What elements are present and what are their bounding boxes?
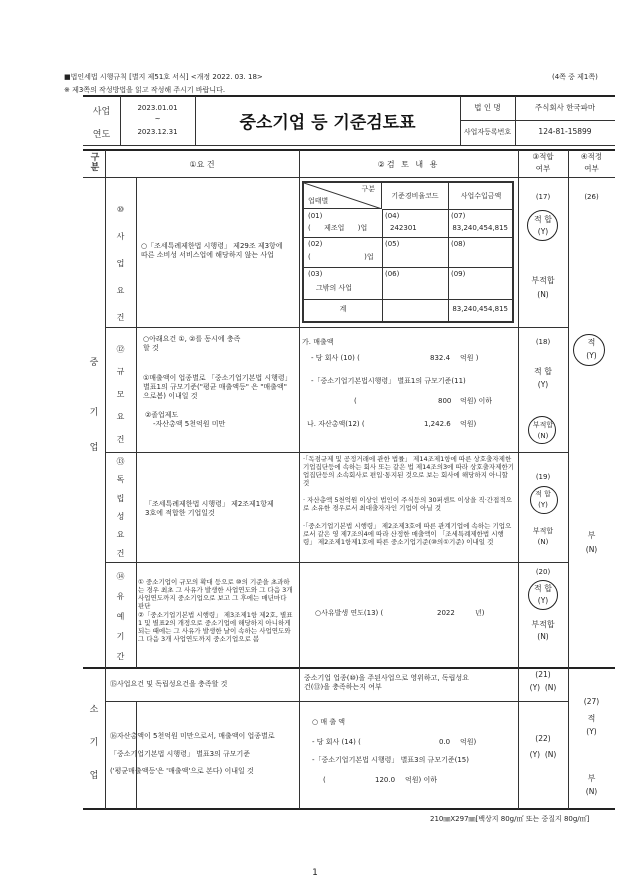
label-char: 건	[116, 548, 125, 558]
fit4-no-code: (N)	[585, 787, 598, 796]
review-a-std-label: -「중소기업기본법시행령」 별표1의 규모기준(11)	[311, 377, 466, 385]
divider	[382, 209, 514, 210]
fit-num: (19)	[535, 473, 551, 481]
business-req-num: ⑩	[116, 205, 125, 214]
divider	[304, 267, 514, 268]
section-label-char: 기	[89, 738, 99, 748]
small-req-2-line2: 「중소기업기본법 시행령」 별표3의 규모기준	[110, 750, 251, 758]
col-code-header: 기준경비율코드	[391, 192, 439, 200]
fit4-yes-code: (Y)	[586, 351, 597, 360]
fit4-no-option[interactable]: 부	[587, 531, 596, 540]
grace-period-label	[105, 572, 136, 662]
label-char: 업	[116, 258, 125, 268]
label-char: 유	[116, 591, 125, 601]
biz-reg-label: 사업자등록번호	[463, 128, 512, 136]
title-bottom-border	[83, 145, 615, 146]
fit-no-code: (N)	[537, 290, 549, 299]
fit4-no-option[interactable]: 부	[587, 774, 596, 783]
paper-spec: 210㎜X297㎜[백상지 80g/㎡ 또는 중질지 80g/㎡]	[430, 815, 590, 823]
industry-table	[302, 181, 514, 323]
section-divider	[83, 667, 615, 669]
corp-name-label: 법 인 명	[474, 103, 501, 112]
page-indicator: (4쪽 중 제1쪽)	[552, 73, 598, 81]
small-review-company-value: 0.0	[439, 738, 451, 746]
grace-period-num: ⑭	[116, 572, 125, 581]
form-title: 중소기업 등 기준검토표	[239, 113, 416, 133]
grace-period-review-label: ○사유발생 연도(13) (	[315, 609, 384, 617]
header-fit4-line2: 여부	[584, 164, 599, 173]
table-bottom-border	[83, 808, 615, 810]
label-char: 요	[116, 285, 125, 295]
section-label-char: 업	[89, 443, 99, 453]
cell-num: (08)	[451, 240, 466, 248]
label-char: 기	[116, 631, 125, 641]
label-char: 건	[116, 312, 125, 322]
fit-yn-options[interactable]: (Y) (N)	[529, 683, 557, 692]
diag-bottom-label: 업태별	[308, 197, 329, 205]
fit4-yes-option[interactable]: 적	[587, 338, 596, 347]
review-a-std-open: (	[354, 397, 357, 405]
fit-no-option[interactable]: 부적합	[531, 620, 555, 629]
industry-label: ( 제조업 )업	[308, 224, 368, 232]
header-requirement: ①요 건	[189, 160, 215, 169]
industry-revenue: 83,240,454,815	[452, 224, 508, 232]
fit-yn-options[interactable]: (Y) (N)	[529, 750, 557, 759]
small-review-company-label: - 당 회사 (14) (	[312, 738, 361, 746]
section-label-char: 소	[89, 705, 99, 715]
fit-num: (20)	[535, 568, 551, 576]
review-a-std-unit: 억원) 이하	[460, 397, 493, 405]
industry-label: ( )업	[308, 253, 374, 261]
scale-req-text-1: ①매출액이 업종별로 「중소기업기본법 시행령」 별표1의 규모기준("평균 매출액등" 은 "매출액" 으로봄) 이내일 것	[143, 374, 292, 400]
scale-req-label	[105, 345, 136, 445]
header-fit3-line1: ③적합	[532, 152, 554, 161]
label-char: 독	[116, 475, 125, 485]
fit-no-code: (N)	[537, 432, 549, 440]
small-review-std-unit: 억원) 이하	[405, 776, 438, 784]
period-end: 2023.12.31	[137, 128, 178, 136]
independence-review-bullet-2: · 자산총액 5천억원 이상인 법인이 주식등의 30퍼센트 이상을 직·간접적으로 소유한 경우로서 최대출자자인 기업이 아닐 것	[303, 496, 512, 513]
col-divider	[136, 178, 137, 668]
fit-num: (21)	[535, 670, 551, 679]
grace-period-text-2: ②「중소기업기본법 시행령」 제3조제1항 제2호, 별표1 및 별표2의 개정으로 중소기업에 해당하지 아니하게 되는 때에는 그 사유가 발생한 날이 속하는 사업연도와 그 다음 3개 사업연도까지 중소기업으로 봄	[138, 611, 293, 644]
fit-yes-option[interactable]: 적 합	[534, 584, 552, 593]
header-category-label: 구분	[88, 152, 99, 172]
review-b-value: 1,242.6	[424, 420, 451, 428]
industry-code: 242301	[390, 224, 417, 232]
fit4-yes-option[interactable]: 적	[587, 714, 596, 723]
independence-review-bullet-3: ·「중소기업기본법 시행령」 제2조제3호에 따른 관계기업에 속하는 기업으로서 같은 영 제7조의4에 따라 산정한 매출액이 「조세특례제한법 시행령」 제2조제1항제1호에 따른 중소기업기준(⑩의①기준) 이내일 것	[303, 522, 512, 547]
small-req-2-line3: ('평균매출액등'은 '매출액'으로 본다) 이내일 것	[110, 767, 254, 775]
scale-req-text-2-title: ②졸업제도	[145, 411, 179, 419]
cell-num: (09)	[451, 270, 466, 278]
independence-req-label	[105, 457, 136, 559]
col-divider	[568, 150, 569, 809]
form-notice: ※ 제3쪽의 작성방법을 읽고 작성해 주시기 바랍니다.	[64, 86, 226, 94]
fit4-yes-code: (Y)	[586, 727, 597, 736]
col-revenue-header: 사업수입금액	[460, 192, 502, 200]
fit-yes-option[interactable]: 적 합	[534, 367, 552, 376]
fit-no-option[interactable]: 부적합	[532, 527, 554, 535]
label-char: 립	[116, 493, 125, 503]
small-review-std-value: 120.0	[375, 776, 396, 784]
divider	[382, 209, 383, 321]
independence-review-bullet-1: ·「독점규제 및 공정거래에 관한 법률」 제14조제1항에 따른 상호출자제한기업집단등에 속하는 회사 또는 같은 법 제14조의3에 따라 상호출자제한기업집단등의 소속회사로 편입·통지된 것으로 보는 회사에 해당하지 아니할 것	[303, 455, 515, 488]
divider	[460, 120, 615, 121]
section-label-char: 중	[89, 358, 99, 368]
small-review-title: ○ 매 출 액	[312, 718, 346, 726]
fit-no-option[interactable]: 부적합	[532, 421, 554, 429]
cell-num: (05)	[385, 240, 400, 248]
review-b-unit: 억원)	[460, 420, 477, 428]
diag-top-label: 구분	[361, 185, 375, 193]
fit-yes-code: (Y)	[537, 596, 549, 605]
biz-reg-value: 124-81-15899	[538, 127, 592, 136]
fit-yes-code: (Y)	[538, 501, 548, 509]
label-char: 규	[116, 367, 125, 377]
review-a-title: 가. 매출액	[302, 338, 334, 346]
fit4-num: (26)	[584, 193, 599, 201]
scale-req-intro: ○아래요건 ①, ②를 동시에 충족할 것	[143, 335, 241, 352]
small-review-std-label: -「중소기업기본법 시행령」 별표3의 규모기준(15)	[312, 756, 469, 764]
label-char: 간	[116, 651, 125, 661]
row-divider	[105, 701, 568, 702]
cell-num: (01)	[308, 212, 323, 220]
label-char: 사	[116, 231, 125, 241]
label-char: 예	[116, 611, 125, 621]
fit-yes-code: (Y)	[537, 380, 549, 389]
review-a-company-value: 832.4	[430, 354, 451, 362]
small-req-1: ⑮사업요건 및 독립성요건을 충족할 것	[110, 680, 228, 688]
small-req-2-line1: ⑯자산총액이 5천억원 미만으로서, 매출액이 업종별로	[110, 732, 275, 740]
fiscal-year-label: 사업	[92, 107, 111, 117]
review-a-company-label: - 당 회사 (10) (	[311, 354, 360, 362]
grace-period-review-unit: 년)	[475, 609, 485, 617]
divider	[304, 237, 514, 238]
label-char: 요	[116, 530, 125, 540]
form-regulation: ■법인세법 시행규칙 [별지 제51호 서식] <개정 2022. 03. 18>	[64, 73, 263, 81]
col-divider	[299, 150, 300, 809]
grace-period-review-value: 2022	[437, 609, 455, 617]
fit-num: (18)	[535, 338, 551, 346]
small-review-std-open: (	[323, 776, 326, 784]
corp-name-value: 주식회사 한국파마	[534, 103, 596, 112]
section-label-char: 기	[89, 408, 99, 418]
table-top-border	[83, 149, 615, 151]
label-char: 요	[116, 412, 125, 422]
section-label-char: 업	[89, 771, 99, 781]
business-req-label	[105, 205, 136, 323]
fit4-num: (27)	[583, 697, 600, 706]
header-category	[83, 152, 105, 176]
independence-req-text: 「조세특례제한법 시행령」 제2조제1항제3호에 적합한 기업일것	[145, 500, 274, 517]
fit-no-code: (N)	[537, 632, 549, 641]
divider	[448, 183, 449, 321]
small-review-company-unit: 억원)	[460, 738, 477, 746]
cell-num: (04)	[385, 212, 400, 220]
fit4-no-code: (N)	[585, 545, 598, 554]
scale-req-num: ⑫	[116, 345, 125, 354]
fit-num: (22)	[535, 734, 551, 743]
fit-yes-option[interactable]: 적 합	[534, 215, 552, 224]
fiscal-year-label: 연도	[92, 130, 111, 140]
industry-table-diag-cell	[304, 183, 382, 209]
header-review: ②검 토 내 용	[377, 160, 440, 169]
independence-req-num: ⑬	[116, 457, 125, 466]
divider	[304, 299, 514, 300]
row-divider	[105, 327, 568, 328]
cell-num: (03)	[308, 270, 323, 278]
title-top-border	[83, 95, 615, 97]
scale-req-text-2-body: -자산총액 5천억원 미만	[153, 420, 226, 428]
review-a-std-value: 800	[438, 397, 452, 405]
row-divider	[105, 562, 568, 563]
label-char: 건	[116, 434, 125, 444]
total-revenue: 83,240,454,815	[452, 305, 508, 313]
cell-num: (06)	[385, 270, 400, 278]
cell-num: (07)	[451, 212, 466, 220]
total-label: 계	[339, 305, 347, 313]
fit-num: (17)	[535, 193, 551, 201]
label-char: 모	[116, 389, 125, 399]
period-start: 2023.01.01	[137, 104, 178, 112]
page-number: 1	[312, 868, 318, 878]
grace-period-text-1: ① 중소기업이 규모의 확대 등으로 ⑩의 기준을 초과하는 경우 최초 그 사유가 발생한 사업연도와 그 다음 3개사업연도까지 중소기업으로 보고 그 후에는 매년마다 판단	[138, 578, 293, 611]
fit-no-code: (N)	[537, 538, 549, 546]
label-char: 성	[116, 511, 125, 521]
review-a-company-unit: 억원 )	[460, 354, 479, 362]
header-fit3-line2: 여부	[535, 164, 551, 173]
small-review-1: 중소기업 업종(⑩)을 주된사업으로 영위하고, 독립성요건(⑬)을 충족하는지 여부	[304, 674, 469, 691]
header-fit4-line1: ④적정	[580, 152, 603, 161]
review-b-label: 나. 자산총액(12) (	[307, 420, 365, 428]
industry-label: 그밖의 사업	[316, 284, 353, 292]
fit-yes-option[interactable]: 적 합	[535, 490, 551, 498]
cell-num: (02)	[308, 240, 323, 248]
period-separator: ~	[154, 115, 161, 123]
business-req-text: ○「조세특례제한법 시행령」 제29조 제3항에 따른 소비성 서비스업에 해당하지 않는 사업	[141, 242, 283, 259]
header-bottom-border	[83, 177, 615, 178]
fit-yes-code: (Y)	[537, 227, 549, 236]
fit-no-option[interactable]: 부적합	[531, 276, 555, 285]
row-divider	[105, 452, 568, 453]
